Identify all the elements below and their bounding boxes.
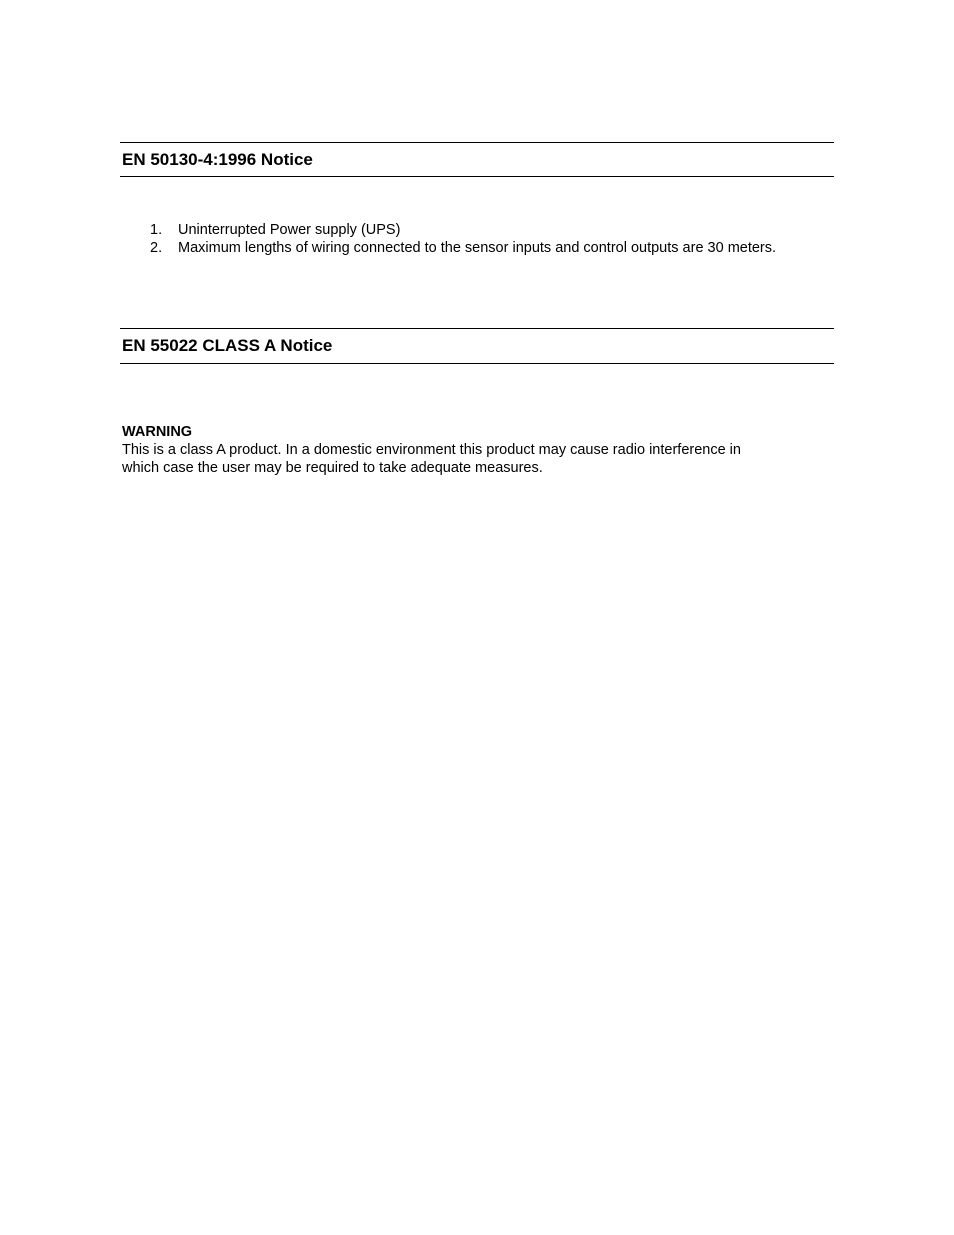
list-item-number: 1. — [150, 222, 163, 238]
requirements-list — [122, 221, 776, 257]
section-title: EN 50130-4:1996 Notice — [122, 150, 313, 169]
warning-title: WARNING — [122, 424, 193, 440]
warning-text-line-2: which case the user may be required to take adequate measures. — [122, 460, 543, 476]
list-item-number: 2. — [150, 240, 163, 256]
warning-text-line-1: This is a class A product. In a domestic environment this product may cause radio interference in — [122, 442, 741, 458]
list-item — [122, 221, 776, 239]
list-item-text: Uninterrupted Power supply (UPS) — [178, 222, 401, 238]
section-header-en50130 — [120, 142, 834, 177]
list-item-text: Maximum lengths of wiring connected to the sensor inputs and control outputs are 30 meters. — [178, 240, 777, 256]
list-item — [122, 239, 776, 257]
section-header-en55022 — [120, 328, 834, 364]
section-title: EN 55022 CLASS A Notice — [122, 336, 333, 355]
warning-block — [122, 423, 822, 477]
